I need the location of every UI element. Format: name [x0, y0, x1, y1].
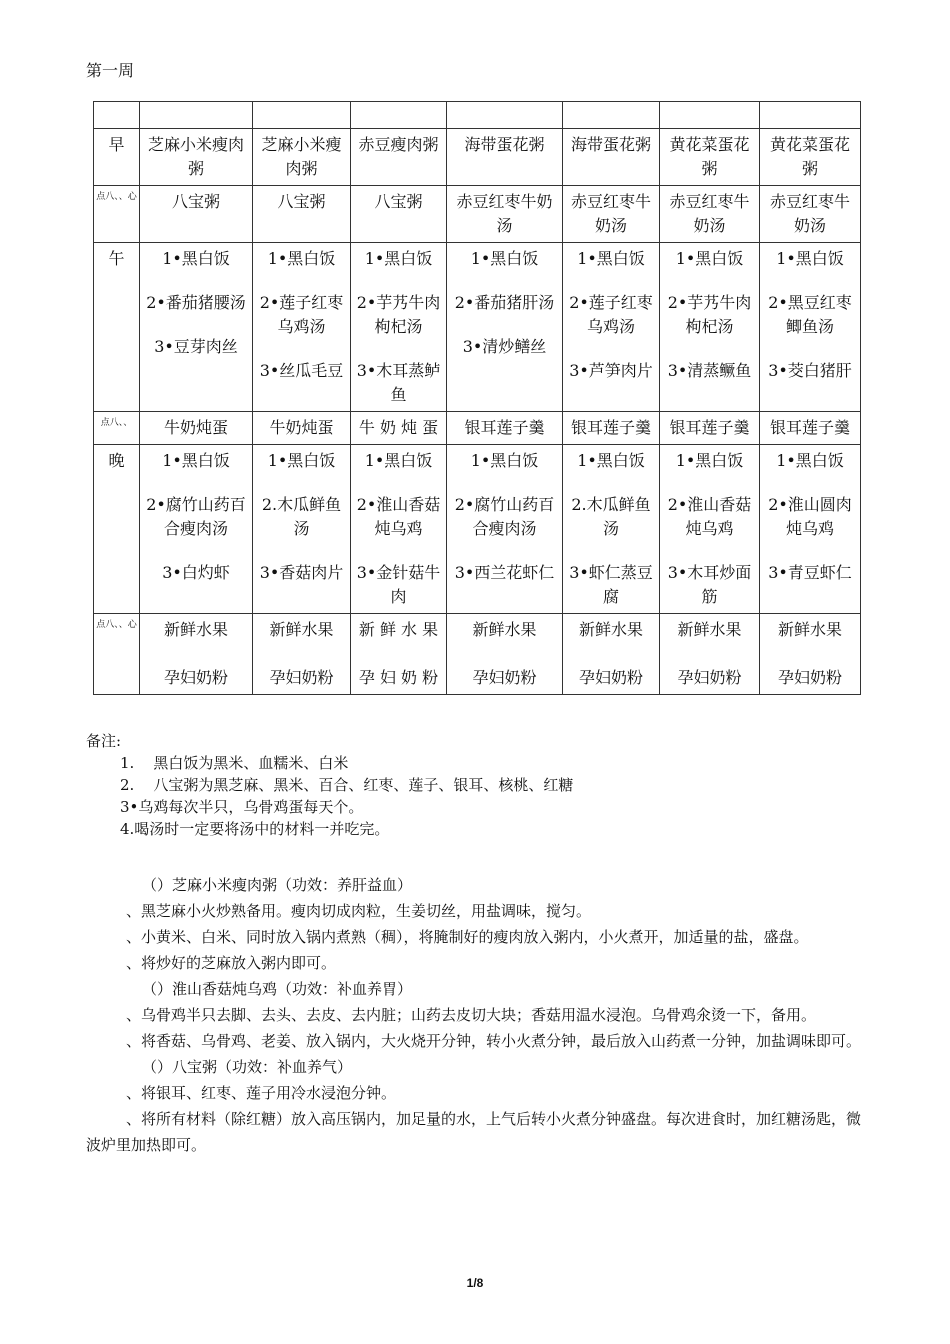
menu-item: 3•茭白猪肝 — [768, 361, 852, 380]
menu-cell — [660, 412, 760, 445]
menu-item: 海带蛋花粥 — [464, 135, 545, 154]
meal-plan-table — [93, 101, 861, 695]
recipe-step: 、将银耳、红枣、莲子用冷水浸泡分钟。 — [126, 1084, 397, 1102]
menu-cell — [351, 614, 447, 695]
menu-item: 2.木瓜鲜鱼汤 — [261, 495, 342, 538]
menu-item: 新鲜水果 — [472, 620, 537, 639]
menu-item: 1•黑白饭 — [675, 451, 744, 470]
menu-item: 1•黑白饭 — [776, 249, 844, 268]
header-cell — [140, 102, 253, 129]
header-cell — [660, 102, 760, 129]
menu-item: 孕 妇 奶 粉 — [358, 668, 439, 687]
menu-cell — [563, 412, 660, 445]
menu-cell — [563, 614, 660, 695]
menu-item: 赤豆红枣牛奶汤 — [570, 192, 651, 235]
menu-cell — [140, 243, 253, 412]
menu-cell — [351, 243, 447, 412]
menu-item: 黄花菜蛋花粥 — [769, 135, 850, 178]
menu-item: 1•黑白饭 — [162, 249, 230, 268]
header-cell — [760, 102, 861, 129]
menu-item: 八宝粥 — [374, 192, 423, 211]
menu-item: 3•芦笋肉片 — [569, 361, 653, 380]
row-label: 晚 — [94, 445, 140, 614]
menu-cell — [253, 129, 351, 186]
menu-cell — [660, 129, 760, 186]
menu-item: 牛 奶 炖 蛋 — [358, 418, 439, 437]
menu-cell — [660, 243, 760, 412]
menu-item: 黄花菜蛋花粥 — [669, 135, 750, 178]
menu-item: 2•腐竹山药百合瘦肉汤 — [454, 495, 555, 538]
row-label: 点八、、心 — [94, 186, 140, 243]
menu-item: 3•清蒸鳜鱼 — [667, 361, 752, 380]
menu-cell — [140, 445, 253, 614]
menu-item: 2•黑豆红枣鲫鱼汤 — [768, 293, 852, 336]
menu-item: 2•芋艿牛肉枸杞汤 — [356, 293, 441, 336]
menu-item: 牛奶炖蛋 — [269, 418, 334, 437]
table-row — [94, 445, 861, 614]
menu-cell — [351, 186, 447, 243]
recipe-step: 、乌骨鸡半只去脚、去头、去皮、去内脏；山药去皮切大块；香菇用温水浸泡。乌骨鸡氽烫一下，备用。 — [126, 1006, 817, 1024]
menu-item: 1•黑白饭 — [267, 451, 336, 470]
menu-item: 3•丝瓜毛豆 — [259, 361, 344, 380]
note-item: 4.喝汤时一定要将汤中的材料一并吃完。 — [120, 820, 390, 838]
menu-item: 1•黑白饭 — [577, 249, 645, 268]
menu-cell — [760, 412, 861, 445]
table-row — [94, 614, 861, 695]
menu-cell — [760, 614, 861, 695]
menu-item: 2•莲子红枣乌鸡汤 — [259, 293, 344, 336]
menu-cell — [253, 186, 351, 243]
menu-cell — [140, 186, 253, 243]
menu-cell — [447, 186, 563, 243]
menu-item: 1•黑白饭 — [470, 249, 539, 268]
recipe-step: 、将所有材料（除红糖）放入高压锅内，加足量的水，上气后转小火煮分钟盛盘。每次进食时，加红糖汤匙，微波炉里加热即可。 — [86, 1110, 862, 1154]
note-item: 2. 八宝粥为黑芝麻、黑米、百合、红枣、莲子、银耳、核桃、红糖 — [120, 776, 574, 794]
menu-item: 赤豆瘦肉粥 — [358, 135, 439, 154]
menu-item: 八宝粥 — [277, 192, 326, 211]
menu-cell — [351, 445, 447, 614]
row-label: 午 — [94, 243, 140, 412]
menu-item: 赤豆红枣牛奶汤 — [769, 192, 850, 235]
menu-item: 孕妇奶粉 — [677, 668, 742, 687]
menu-item: 3•木耳蒸鲈鱼 — [356, 361, 441, 404]
header-cell — [253, 102, 351, 129]
table-row — [94, 412, 861, 445]
menu-item: 2•淮山圆肉炖乌鸡 — [768, 495, 852, 538]
menu-item: 2•番茄猪肝汤 — [454, 293, 555, 312]
menu-item: 2•番茄猪腰汤 — [146, 293, 246, 312]
header-cell — [563, 102, 660, 129]
menu-item: 1•黑白饭 — [577, 451, 645, 470]
notes-heading: 备注: — [86, 732, 122, 750]
menu-item: 新 鲜 水 果 — [358, 620, 439, 639]
menu-item: 3•白灼虾 — [162, 563, 230, 582]
table-row — [94, 129, 861, 186]
menu-item: 2.木瓜鲜鱼汤 — [571, 495, 651, 538]
menu-item: 3•青豆虾仁 — [768, 563, 852, 582]
table-header-row — [94, 102, 861, 129]
menu-item: 3•香菇肉片 — [259, 563, 344, 582]
menu-cell — [447, 614, 563, 695]
menu-cell — [253, 614, 351, 695]
recipe-step: 、将炒好的芝麻放入粥内即可。 — [126, 954, 337, 972]
menu-item: 银耳莲子羹 — [669, 418, 750, 437]
menu-item: 新鲜水果 — [677, 620, 742, 639]
row-label: 早 — [94, 129, 140, 186]
menu-cell — [563, 243, 660, 412]
menu-cell — [253, 412, 351, 445]
note-item: 3•乌鸡每次半只，乌骨鸡蛋每天个。 — [120, 798, 364, 816]
menu-item: 3•清炒鳝丝 — [462, 337, 547, 356]
menu-item: 孕妇奶粉 — [578, 668, 643, 687]
menu-item: 1•黑白饭 — [470, 451, 539, 470]
menu-item: 1•黑白饭 — [162, 451, 230, 470]
menu-item: 芝麻小米瘦肉粥 — [261, 135, 342, 178]
row-label: 点八、、 — [94, 412, 140, 445]
recipe-step: 、将香菇、乌骨鸡、老姜、放入锅内，大火烧开分钟，转小火煮分钟，最后放入山药煮一分钟，加盐调味即可。 — [126, 1032, 862, 1050]
menu-item: 芝麻小米瘦肉粥 — [147, 135, 244, 178]
menu-cell — [351, 129, 447, 186]
menu-cell — [760, 129, 861, 186]
menu-cell — [447, 243, 563, 412]
recipe-step: 、黑芝麻小火炒熟备用。瘦肉切成肉粒，生姜切丝，用盐调味，搅匀。 — [126, 902, 592, 920]
menu-cell — [140, 614, 253, 695]
header-cell — [94, 102, 140, 129]
menu-item: 3•金针菇牛肉 — [356, 563, 441, 606]
menu-item: 孕妇奶粉 — [163, 668, 228, 687]
menu-cell — [140, 412, 253, 445]
menu-item: 3•木耳炒面筋 — [667, 563, 752, 606]
menu-item: 1•黑白饭 — [364, 249, 433, 268]
menu-item: 3•虾仁蒸豆腐 — [569, 563, 653, 606]
menu-item: 2•淮山香菇炖乌鸡 — [667, 495, 752, 538]
menu-item: 海带蛋花粥 — [570, 135, 651, 154]
menu-item: 孕妇奶粉 — [777, 668, 842, 687]
menu-item: 银耳莲子羹 — [570, 418, 651, 437]
note-item: 1. 黑白饭为黑米、血糯米、白米 — [120, 754, 349, 772]
menu-cell — [760, 243, 861, 412]
menu-item: 赤豆红枣牛奶汤 — [456, 192, 553, 235]
menu-item: 新鲜水果 — [269, 620, 334, 639]
menu-cell — [660, 445, 760, 614]
recipe-step: 、小黄米、白米、同时放入锅内煮熟（稠），将腌制好的瘦肉放入粥内，小火煮开，加适量的盐，盛盘。 — [126, 928, 809, 946]
menu-item: 赤豆红枣牛奶汤 — [669, 192, 750, 235]
menu-cell — [660, 614, 760, 695]
page-title: 第一周 — [86, 61, 135, 80]
menu-cell — [563, 129, 660, 186]
menu-item: 1•黑白饭 — [675, 249, 744, 268]
menu-cell — [447, 412, 563, 445]
menu-item: 新鲜水果 — [777, 620, 842, 639]
notes — [86, 730, 866, 840]
menu-item: 八宝粥 — [171, 192, 220, 211]
menu-item: 2•腐竹山药百合瘦肉汤 — [146, 495, 246, 538]
menu-cell — [660, 186, 760, 243]
table-row — [94, 186, 861, 243]
menu-item: 新鲜水果 — [163, 620, 228, 639]
recipe-heading: （）八宝粥（功效：补血养气） — [142, 1058, 353, 1076]
menu-item: 银耳莲子羹 — [769, 418, 850, 437]
menu-item: 新鲜水果 — [578, 620, 643, 639]
menu-cell — [447, 445, 563, 614]
menu-cell — [760, 445, 861, 614]
recipe-heading: （）淮山香菇炖乌鸡（功效：补血养胃） — [142, 980, 413, 998]
menu-item: 1•黑白饭 — [776, 451, 844, 470]
menu-item: 1•黑白饭 — [364, 451, 433, 470]
menu-item: 2•淮山香菇炖乌鸡 — [356, 495, 441, 538]
menu-cell — [760, 186, 861, 243]
menu-cell — [253, 243, 351, 412]
menu-item: 牛奶炖蛋 — [163, 418, 228, 437]
menu-item: 2•芋艿牛肉枸杞汤 — [667, 293, 752, 336]
menu-cell — [447, 129, 563, 186]
menu-item: 1•黑白饭 — [267, 249, 336, 268]
menu-cell — [253, 445, 351, 614]
menu-cell — [563, 186, 660, 243]
menu-item: 3•豆芽肉丝 — [154, 337, 238, 356]
header-cell — [447, 102, 563, 129]
menu-cell — [563, 445, 660, 614]
menu-item: 3•西兰花虾仁 — [454, 563, 555, 582]
menu-item: 孕妇奶粉 — [269, 668, 334, 687]
menu-item: 孕妇奶粉 — [472, 668, 537, 687]
recipe-heading: （）芝麻小米瘦肉粥（功效：养肝益血） — [142, 876, 413, 894]
recipes — [86, 872, 864, 1158]
table-row — [94, 243, 861, 412]
menu-item: 2•莲子红枣乌鸡汤 — [569, 293, 653, 336]
menu-cell — [140, 129, 253, 186]
row-label: 点八、、心 — [94, 614, 140, 695]
menu-cell — [351, 412, 447, 445]
header-cell — [351, 102, 447, 129]
menu-item: 银耳莲子羹 — [464, 418, 545, 437]
page-number: 1/8 — [466, 1276, 484, 1290]
